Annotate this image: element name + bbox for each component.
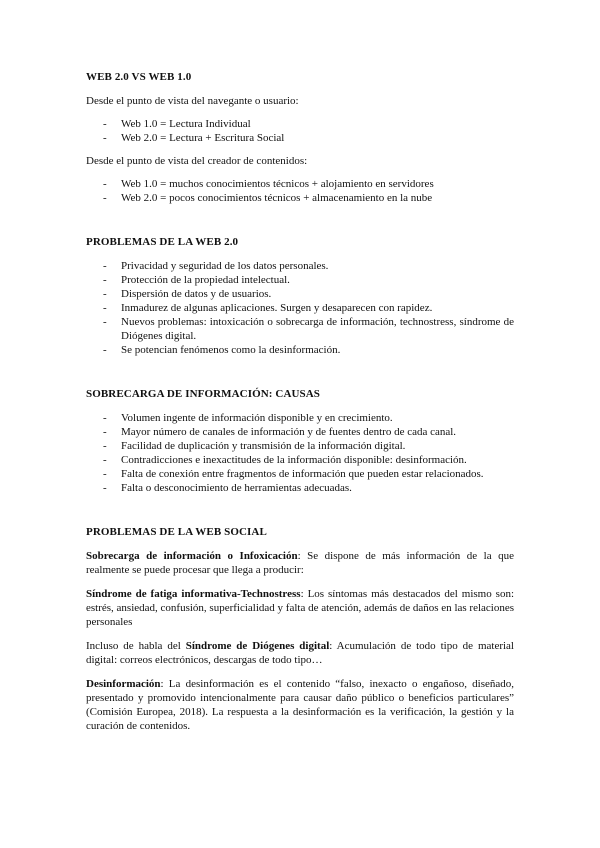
section-spacer — [86, 214, 514, 235]
section-title-web20-problems: PROBLEMAS DE LA WEB 2.0 — [86, 236, 239, 248]
paragraph-disinformation — [86, 677, 514, 733]
web20-problems-list — [86, 259, 514, 357]
list-item: - Mayor número de canales de información y de fuentes dentro de cada canal. — [86, 425, 514, 439]
list-item: - Protección de la propiedad intelectual. — [86, 273, 514, 287]
paragraph-text: : Los síntomas más destacados del mismo son: estrés, ansiedad, confusión, superficialidad y falta de atención, además de daños en las relaciones personales — [86, 588, 515, 628]
list-item: - Web 2.0 = pocos conocimientos técnicos + almacenamiento en la nube — [86, 191, 514, 205]
paragraph-digital-diogenes — [86, 639, 514, 667]
intro-user-viewpoint: Desde el punto de vista del navegante o usuario: — [86, 95, 299, 107]
list-item: - Nuevos problemas: intoxicación o sobrecarga de información, technostress, síndrome de Diógenes digital. — [86, 315, 514, 343]
section-spacer — [86, 504, 514, 525]
section-title-social-web-problems: PROBLEMAS DE LA WEB SOCIAL — [86, 526, 267, 538]
list-item: - Facilidad de duplicación y transmisión de la información digital. — [86, 439, 514, 453]
list-item: - Falta de conexión entre fragmentos de información que pueden estar relacionados. — [86, 467, 514, 481]
section-title-overload-causes: SOBRECARGA DE INFORMACIÓN: CAUSAS — [86, 388, 321, 400]
paragraph-infoxication — [86, 549, 514, 577]
overload-causes-list — [86, 411, 514, 495]
term-digital-diogenes: Síndrome de Diógenes digital — [185, 640, 330, 652]
intro-creator-viewpoint: Desde el punto de vista del creador de contenidos: — [86, 155, 308, 167]
term-infoxication: Sobrecarga de información o Infoxicación — [86, 550, 298, 562]
list-item: - Inmadurez de algunas aplicaciones. Surgen y desaparecen con rapidez. — [86, 301, 514, 315]
document-page — [86, 70, 514, 743]
section-spacer — [86, 366, 514, 387]
paragraph-technostress — [86, 587, 514, 629]
list-item: - Privacidad y seguridad de los datos personales. — [86, 259, 514, 273]
list-item: - Dispersión de datos y de usuarios. — [86, 287, 514, 301]
section-title-web20-vs-web10: WEB 2.0 VS WEB 1.0 — [86, 71, 192, 83]
paragraph-text: : Acumulación de todo tipo de material digital: correos electrónicos, descargas de todo tipo… — [86, 640, 514, 666]
term-technostress: Síndrome de fatiga informativa-Technostress — [86, 588, 301, 600]
list-item: - Contradicciones e inexactitudes de la información disponible: desinformación. — [86, 453, 514, 467]
term-disinformation: Desinformación — [86, 678, 161, 690]
list-item: - Falta o desconocimiento de herramientas adecuadas. — [86, 481, 514, 495]
list-item: - Se potencian fenómenos como la desinformación. — [86, 343, 514, 357]
list-item: - Web 2.0 = Lectura + Escritura Social — [86, 131, 514, 145]
list-item: - Web 1.0 = Lectura Individual — [86, 117, 514, 131]
list-item: - Volumen ingente de información disponible y en crecimiento. — [86, 411, 514, 425]
list-item: - Web 1.0 = muchos conocimientos técnicos + alojamiento en servidores — [86, 177, 514, 191]
paragraph-text: : Se dispone de más información de la que realmente se puede procesar que llega a producir: — [86, 550, 514, 576]
user-comparison-list — [86, 117, 514, 145]
paragraph-lead: Incluso de habla del — [86, 640, 186, 652]
creator-comparison-list — [86, 177, 514, 205]
paragraph-text: : La desinformación es el contenido “falso, inexacto o engañoso, diseñado, presentado y promovido intencionalmente para causar daño público o beneficios particulares” (Comisión Europea, 2018). La respuesta a la desinformación es la verificación, la gestión y la curación de contenidos. — [86, 678, 514, 732]
